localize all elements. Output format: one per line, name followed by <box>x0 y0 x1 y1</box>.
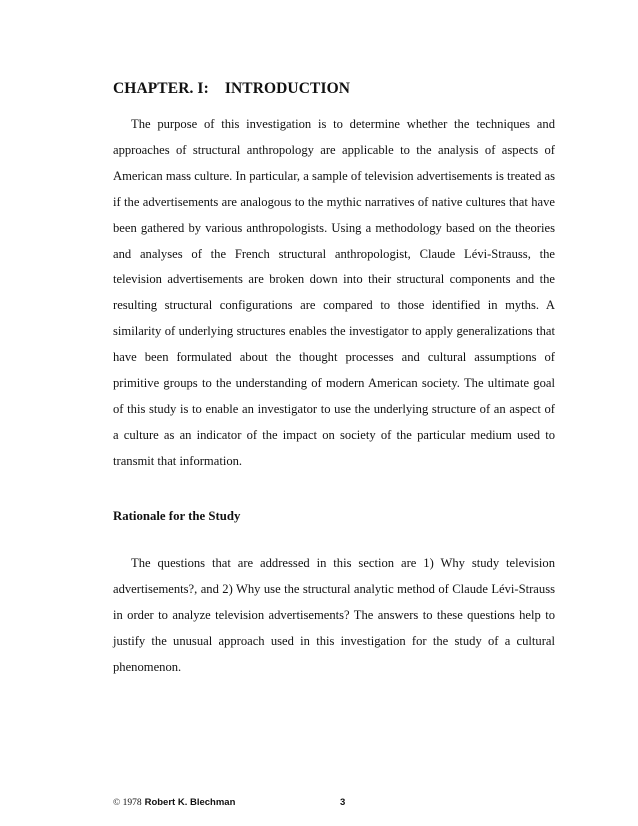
page-number: 3 <box>340 797 346 808</box>
author-name: Robert K. Blechman <box>144 797 236 808</box>
rationale-heading: Rationale for the Study <box>113 509 241 523</box>
chapter-number: CHAPTER. I: <box>113 80 209 97</box>
copyright-notice: © 1978 <box>113 798 142 808</box>
chapter-heading <box>113 80 553 98</box>
introduction-paragraph: The purpose of this investigation is to determine whether the techniques and approaches of structural anthropology are applicable to the analysis of aspects of American mass culture. In particular, a sample of television advertisements is treated as if the advertisements are analogous to the mythic narratives of native cultures that have been gathered by various anthropologists. Using a methodology based on the theories and analyses of the French structural anthropologist, Claude Lévi-Strauss, the television advertisements are broken down into their structural components and the resulting structural configurations are compared to those identified in myths. A similarity of underlying structures enables the investigator to apply generalizations that have been formulated about the thought processes and cultural assumptions of primitive groups to the understanding of modern American society. The ultimate goal of this study is to enable an investigator to use the underlying structure of an aspect of a culture as an indicator of the impact on society of the particular medium used to transmit that information. <box>113 117 555 468</box>
chapter-title: INTRODUCTION <box>224 80 351 97</box>
page-footer <box>113 797 413 813</box>
rationale-paragraph: The questions that are addressed in this section are 1) Why study television advertisements?, and 2) Why use the structural analytic method of Claude Lévi-Strauss in order to analyze television advertisements? The answers to these questions help to justify the unusual approach used in this investigation for the study of a cultural phenomenon. <box>113 556 555 674</box>
